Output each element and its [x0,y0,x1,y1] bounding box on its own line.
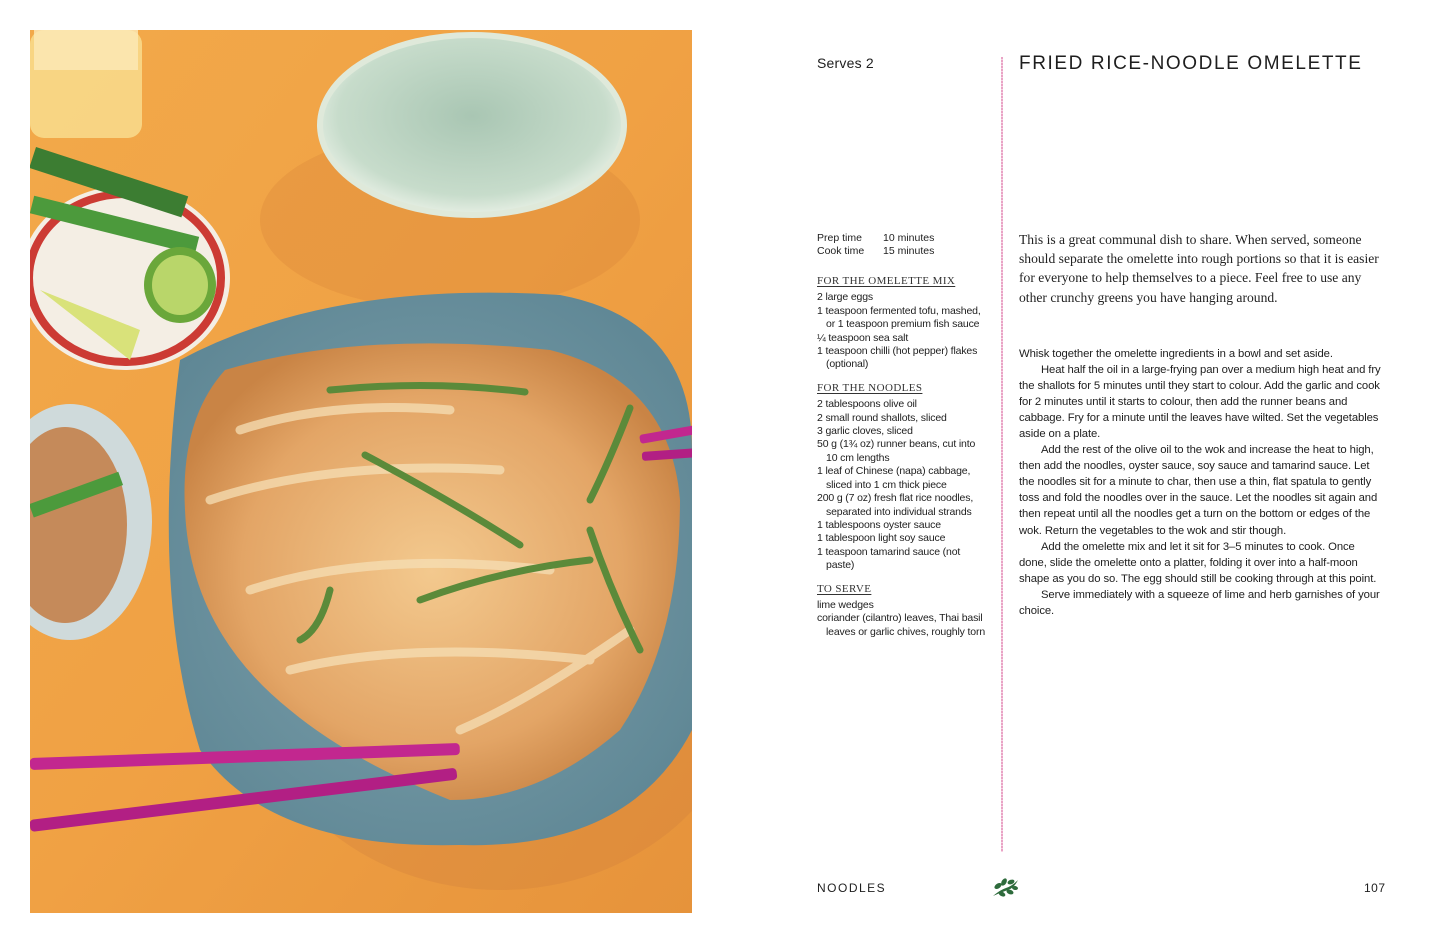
ingredient-group-noodles [817,382,989,573]
prep-time-row [817,232,934,245]
ingredients-list [817,275,989,649]
cook-time-label: Cook time [817,245,865,258]
ingredient-group-omelette-mix [817,275,989,372]
ingredient-item: 3 garlic cloves, sliced [817,425,913,438]
cook-time-row [817,245,934,258]
ingredient-group-to-serve [817,583,989,640]
ingredient-item: 1 tablespoon light soy sauce [817,532,946,545]
ingredient-group-heading: TO SERVE [817,582,872,595]
ingredient-item: 1 tablespoons oyster sauce [817,518,941,531]
column-divider [1001,57,1003,852]
ingredient-item: 1 teaspoon tamarind sauce (not paste) [817,545,961,572]
method-step: Heat half the oil in a large-frying pan over a medium high heat and fry the shallots for 5 minutes until they start to colour. Add the garlic and cook for 2 minutes until it starts to colour, then add the runner beans and cabbage. Fry for a minute until the leaves have wilted. Set the vegetables aside on a plate. [1019,364,1381,441]
ingredient-item: 1 leaf of Chinese (napa) cabbage, sliced into 1 cm thick piece [817,465,971,491]
ingredient-item: 200 g (7 oz) fresh flat rice noodles, separated into individual strands [817,492,974,518]
ingredient-item: 2 small round shallots, sliced [817,411,947,424]
ingredient-group-heading: FOR THE OMELETTE MIX [817,275,956,287]
recipe-title: FRIED RICE-NOODLE OMELETTE [1019,53,1363,74]
method-step: Add the rest of the olive oil to the wok and increase the heat to high, then add the noodles, oyster sauce, soy sauce and tamarind sauce. Let the noodles sit for a minute to char, then use a thin, flat spatula to gently toss and fold the noodles over in the sauce. Let the noodles sit again and then repeat until all the noodles get a turn on the bottom or edges of the wok. Return the vegetables to the wok and stir though. [1019,444,1378,537]
prep-time-label: Prep time [817,232,862,244]
dish-photo [30,30,692,913]
prep-time-value: 10 minutes [883,232,935,244]
ingredient-item: lime wedges [817,598,874,611]
ingredient-group-heading: FOR THE NOODLES [817,381,923,394]
ingredient-item: coriander (cilantro) leaves, Thai basil leaves or garlic chives, roughly torn [817,612,986,638]
ingredient-item: 1 teaspoon chilli (hot pepper) flakes (optional) [817,345,978,371]
cook-time-value: 15 minutes [883,245,935,258]
ingredient-item: 1 teaspoon fermented tofu, mashed, or 1 teaspoon premium fish sauce [817,304,981,331]
method-step: Add the omelette mix and let it sit for 3–5 minutes to cook. Once done, slide the omelette onto a platter, folding it over into a half-moon shape as you do so. The egg should still be cooking through at this point. [1019,540,1377,585]
recipe-method [1019,346,1383,619]
section-name: NOODLES [817,881,887,895]
ingredient-item: 50 g (1¾ oz) runner beans, cut into 10 cm lengths [817,438,976,464]
prep-cook-times [817,232,934,259]
method-step: Whisk together the omelette ingredients in a bowl and set aside. [1019,348,1333,360]
page-number: 107 [1364,881,1386,895]
ingredient-item: 2 tablespoons olive oil [817,398,917,411]
recipe-intro: This is a great communal dish to share. When served, someone should separate the omelette into rough portions so that it is easier for everyone to help themselves to a piece. Feel free to use any other crunchy greens you have hanging around. [1019,232,1379,305]
ingredient-item: ¼ teaspoon sea salt [817,331,909,344]
herb-sprig-icon [990,876,1020,905]
method-step: Serve immediately with a squeeze of lime and herb garnishes of your choice. [1019,588,1380,617]
ingredient-item: 2 large eggs [817,291,873,304]
serves-label: Serves 2 [817,55,874,71]
